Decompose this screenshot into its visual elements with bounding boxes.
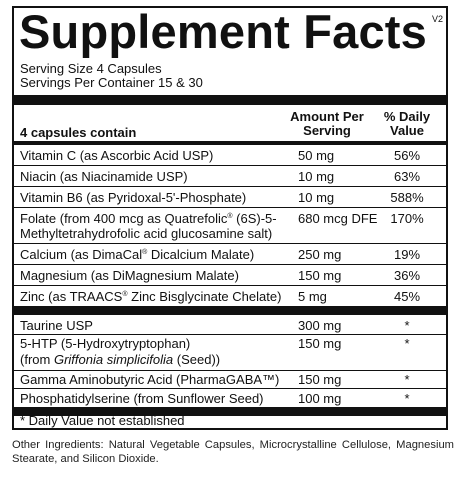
dv-header-line2: Value — [390, 123, 424, 138]
nutrient-dv: 19% — [393, 247, 421, 262]
panel-title: Supplement Facts — [19, 5, 428, 58]
nutrient-dv: 63% — [393, 169, 421, 184]
row-divider — [14, 334, 446, 335]
supplement-facts-panel — [12, 6, 448, 430]
row-divider — [14, 243, 446, 244]
name-part: (Seed)) — [173, 352, 221, 367]
nutrient-name: Vitamin B6 (as Pyridoxal-5'-Phosphate) — [20, 190, 247, 205]
ingredient-name-line2 — [20, 352, 220, 367]
amount-header-line1: Amount Per — [290, 109, 364, 124]
ingredient-dv: * — [404, 318, 410, 333]
ingredient-name: Gamma Aminobutyric Acid (PharmaGABA™) — [20, 372, 280, 387]
row-divider — [14, 165, 446, 166]
ingredient-amount: 300 mg — [298, 318, 342, 333]
name-part: (6S)-5- — [232, 211, 277, 226]
ingredient-dv: * — [404, 391, 410, 406]
nutrient-amount: 5 mg — [298, 289, 327, 304]
row-divider — [14, 370, 446, 371]
nutrient-amount: 50 mg — [298, 148, 335, 163]
ingredient-name: Phosphatidylserine (from Sunflower Seed) — [20, 391, 264, 406]
name-part: Calcium (as DimaCal — [20, 247, 143, 262]
name-part: Folate (from 400 mcg as Quatrefolic — [20, 211, 228, 226]
row-divider — [14, 285, 446, 286]
name-part: Zinc Bisglycinate Chelate) — [127, 289, 282, 304]
nutrient-dv: 56% — [393, 148, 421, 163]
thick-divider — [14, 95, 446, 105]
nutrient-name: Magnesium (as DiMagnesium Malate) — [20, 268, 239, 283]
nutrient-name-line2: Methyltetrahydrofolic acid glucosamine salt) — [20, 226, 273, 241]
nutrient-dv: 36% — [393, 268, 421, 283]
nutrient-amount: 10 mg — [298, 190, 335, 205]
amount-per-serving-header — [286, 110, 368, 138]
nutrient-dv: 170% — [390, 211, 424, 226]
ingredient-dv: * — [404, 372, 410, 387]
header-divider — [14, 141, 446, 145]
nutrient-dv: 45% — [393, 289, 421, 304]
serving-size: Serving Size 4 Capsules — [20, 61, 162, 76]
nutrient-name — [20, 247, 254, 262]
nutrient-amount: 10 mg — [298, 169, 335, 184]
registered-mark: ® — [227, 213, 233, 220]
nutrient-amount: 250 mg — [298, 247, 342, 262]
row-divider — [14, 388, 446, 389]
section-divider — [14, 306, 446, 315]
name-part: Dicalcium Malate) — [147, 247, 255, 262]
ingredient-name: 5-HTP (5-Hydroxytryptophan) — [20, 336, 191, 351]
servings-per-container: Servings Per Container 15 & 30 — [20, 75, 203, 90]
row-divider — [14, 264, 446, 265]
version-mark: V2 — [431, 14, 443, 24]
registered-mark: ® — [142, 249, 148, 256]
name-part: Zinc (as TRAACS — [20, 289, 123, 304]
dv-header-line1: % Daily — [383, 109, 431, 124]
daily-value-header — [374, 110, 440, 138]
name-part: (from — [20, 352, 54, 367]
nutrient-name — [20, 289, 281, 304]
nutrient-dv: 588% — [390, 190, 424, 205]
row-divider — [14, 207, 446, 208]
nutrient-name: Niacin (as Niacinamide USP) — [20, 169, 188, 184]
capsules-contain-header: 4 capsules contain — [20, 125, 137, 140]
nutrient-amount: 150 mg — [298, 268, 342, 283]
registered-mark: ® — [122, 291, 128, 298]
ingredient-name: Taurine USP — [20, 318, 93, 333]
ingredient-amount: 150 mg — [298, 336, 342, 351]
botanical-name: Griffonia simplicifolia — [53, 352, 174, 367]
row-divider — [14, 186, 446, 187]
ingredient-dv: * — [404, 336, 410, 351]
daily-value-footnote: * Daily Value not established — [20, 413, 185, 428]
nutrient-amount: 680 mcg DFE — [298, 211, 378, 226]
nutrient-name — [20, 211, 277, 226]
ingredient-amount: 150 mg — [298, 372, 342, 387]
nutrient-name: Vitamin C (as Ascorbic Acid USP) — [20, 148, 214, 163]
other-ingredients: Other Ingredients: Natural Vegetable Capsules, Microcrystalline Cellulose, Magnesium Stearate, and Silicon Dioxide. — [12, 439, 454, 465]
amount-header-line2: Serving — [303, 123, 351, 138]
ingredient-amount: 100 mg — [298, 391, 342, 406]
